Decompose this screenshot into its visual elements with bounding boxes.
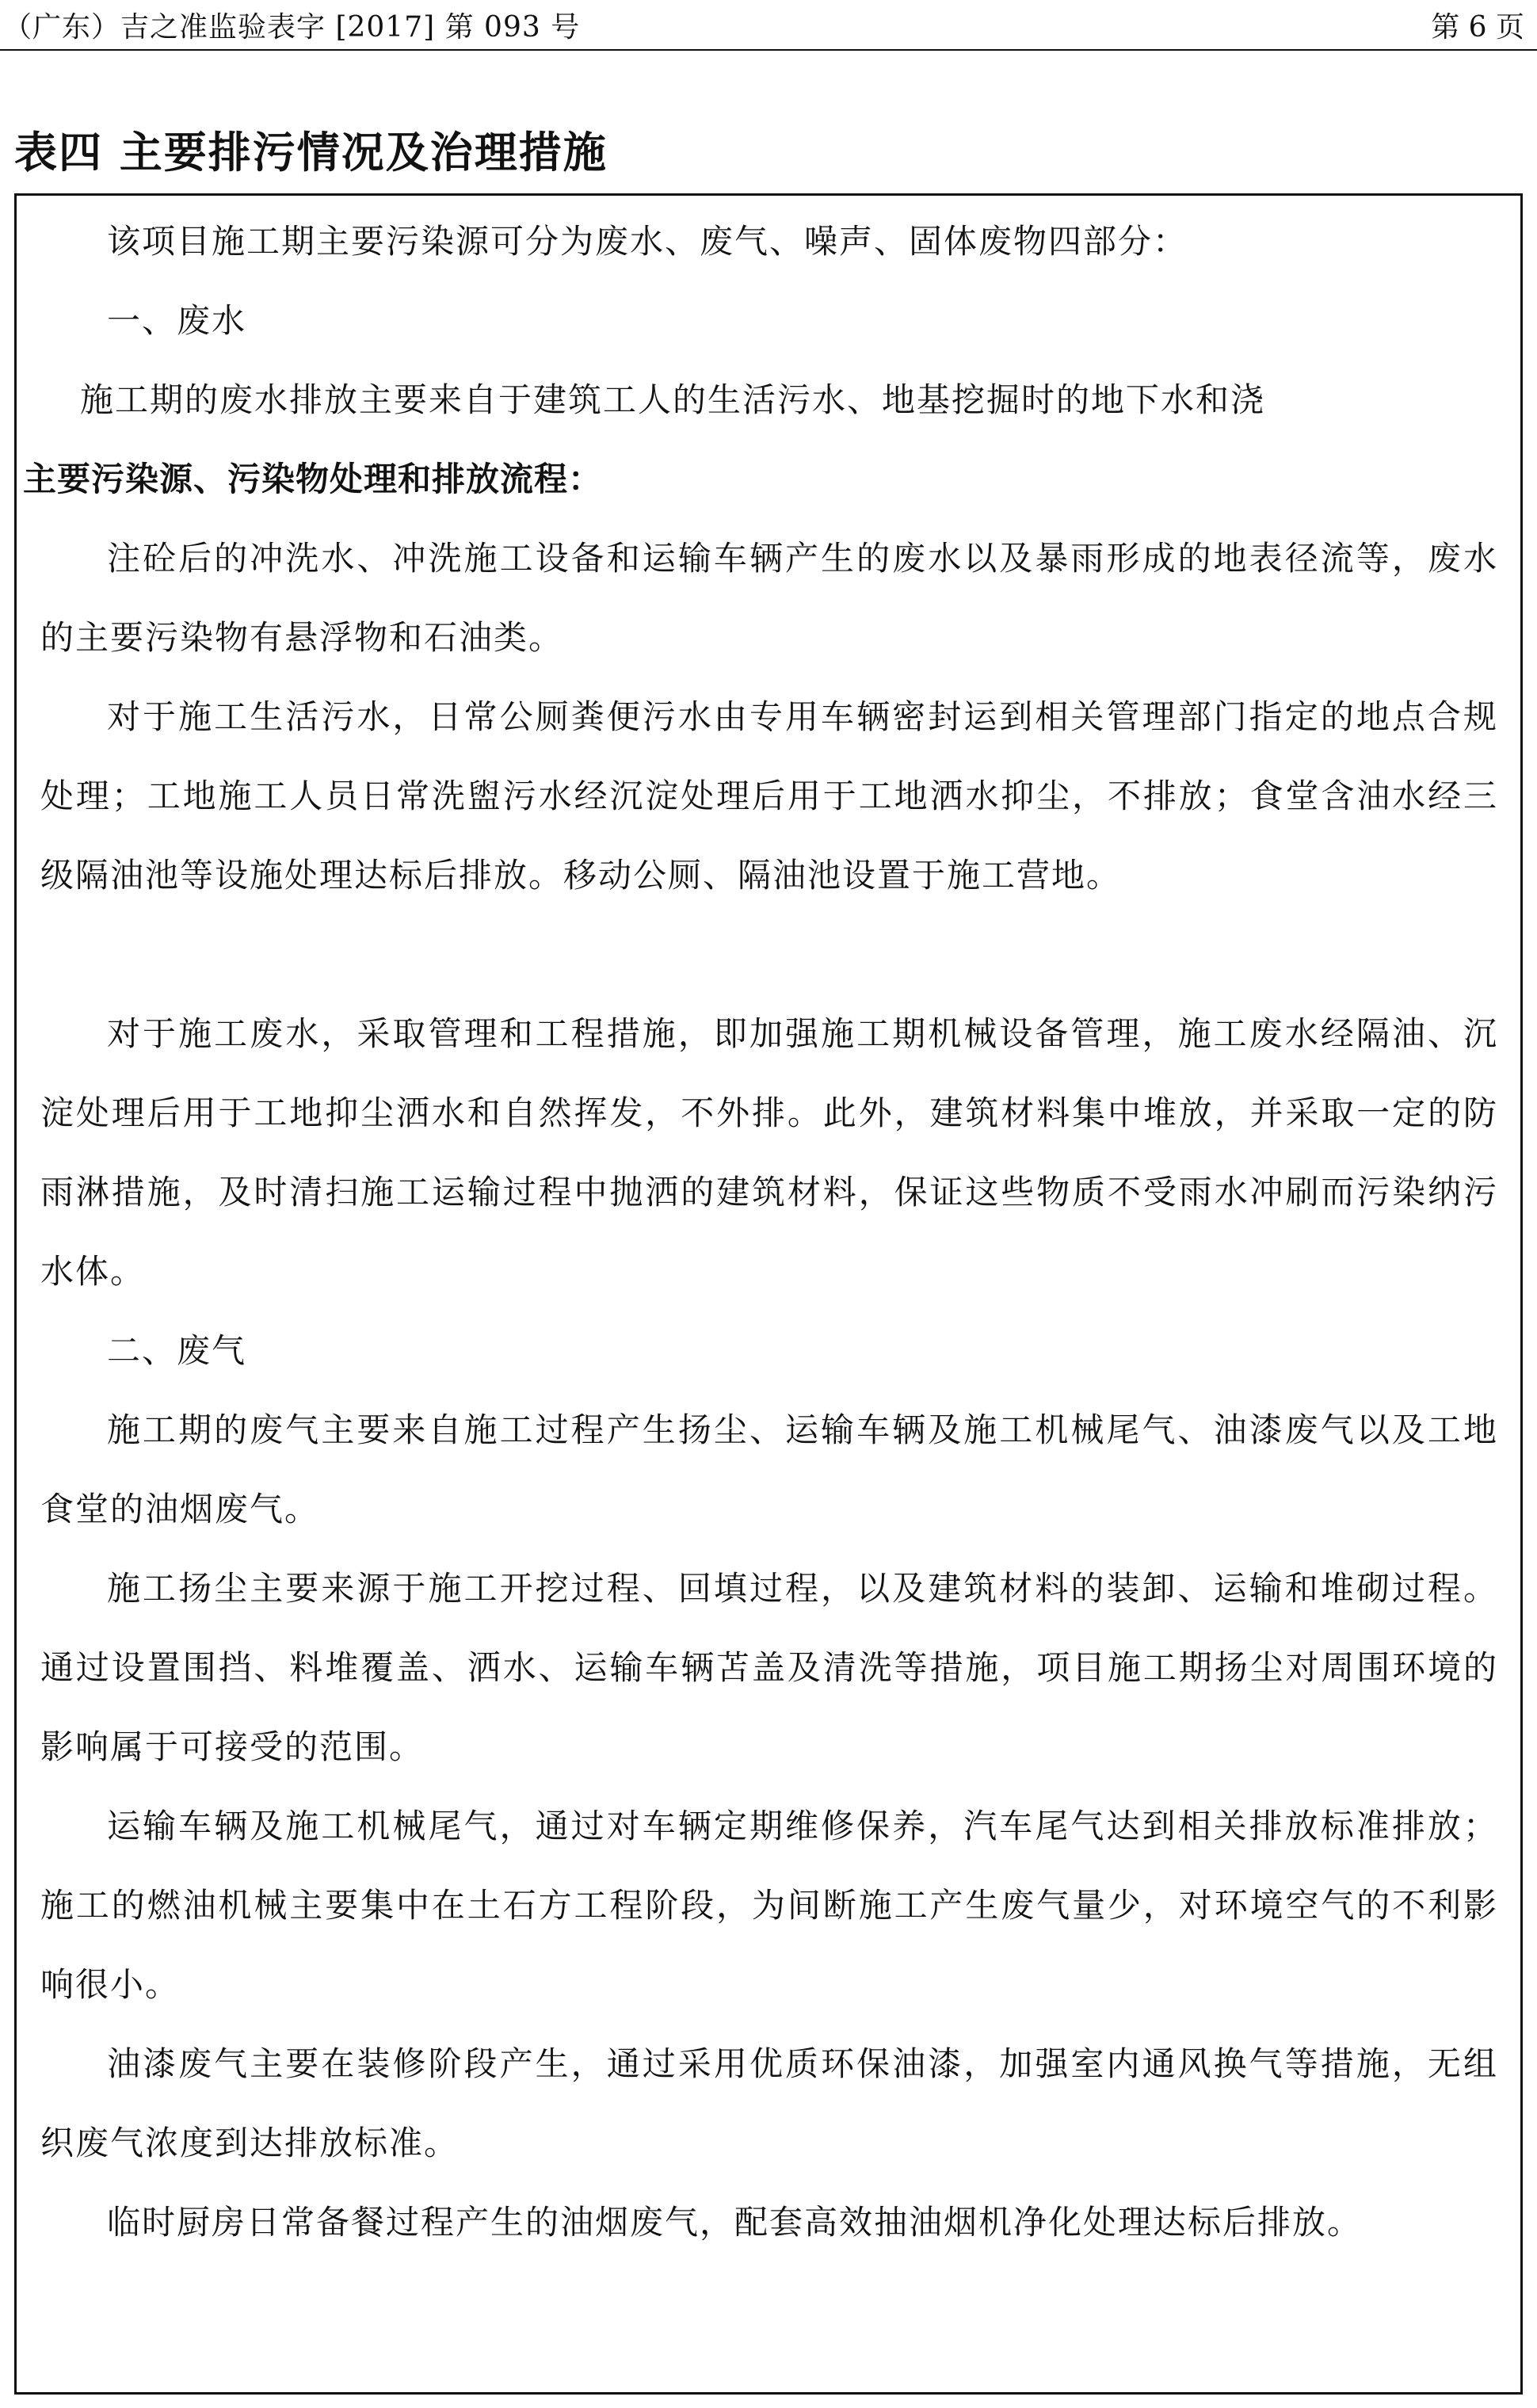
subheading-pollution-sources: 主要污染源、污染物处理和排放流程： bbox=[23, 460, 603, 498]
wastewater-paragraph-2: 对于施工生活污水，日常公厕粪便污水由专用车辆密封运到相关管理部门指定的地点合规处理；工地施工人员日常洗盥污水经沉淀处理后用于工地洒水抑尘，不排放；食堂含油水经三级隔油池等设施处理达标后排放。移动公厕、隔油池设置于施工营地。 bbox=[40, 697, 1498, 895]
exhaust-paragraph-5: 临时厨房日常备餐过程产生的油烟废气，配套高效抽油烟机净化处理达标后排放。 bbox=[107, 2203, 1363, 2242]
exhaust-paragraph-2: 施工扬尘主要来源于施工开挖过程、回填过程，以及建筑材料的装卸、运输和堆砌过程。通过设置围挡、料堆覆盖、洒水、运输车辆苫盖及清洗等措施，项目施工期扬尘对周围环境的影响属于可接受的范围。 bbox=[40, 1569, 1498, 1766]
exhaust-paragraph-4: 油漆废气主要在装修阶段产生，通过采用优质环保油漆，加强室内通风换气等措施，无组织废气浓度到达排放标准。 bbox=[40, 2044, 1498, 2162]
wastewater-heading: 一、废水 bbox=[107, 301, 247, 340]
content-box bbox=[14, 193, 1523, 2395]
document-number: （广东）吉之准监验表字 [2017] 第 093 号 bbox=[3, 11, 581, 44]
exhaust-paragraph-1: 施工期的废气主要来自施工过程产生扬尘、运输车辆及施工机械尾气、油漆废气以及工地食堂的油烟废气。 bbox=[40, 1410, 1498, 1528]
exhaust-paragraph-3: 运输车辆及施工机械尾气，通过对车辆定期维修保养，汽车尾气达到相关排放标准排放；施工的燃油机械主要集中在土石方工程阶段，为间断施工产生废气量少，对环境空气的不利影响很小。 bbox=[40, 1807, 1498, 2004]
page-header bbox=[0, 0, 1537, 51]
intro-paragraph: 该项目施工期主要污染源可分为废水、废气、噪声、固体废物四部分： bbox=[107, 222, 1188, 261]
exhaust-heading: 二、废气 bbox=[107, 1331, 247, 1370]
section-title: 表四 主要排污情况及治理措施 bbox=[14, 128, 608, 177]
wastewater-paragraph-1-line-1: 施工期的废水排放主要来自于建筑工人的生活污水、地基挖掘时的地下水和浇 bbox=[80, 380, 1266, 419]
wastewater-paragraph-3: 对于施工废水，采取管理和工程措施，即加强施工期机械设备管理，施工废水经隔油、沉淀处理后用于工地抑尘洒水和自然挥发，不外排。此外，建筑材料集中堆放，并采取一定的防雨淋措施，及时清扫施工运输过程中抛洒的建筑材料，保证这些物质不受雨水冲刷而污染纳污水体。 bbox=[40, 1014, 1498, 1291]
page-number: 第 6 页 bbox=[1431, 11, 1524, 44]
wastewater-paragraph-1-continued: 注砼后的冲洗水、冲洗施工设备和运输车辆产生的废水以及暴雨形成的地表径流等，废水的主要污染物有悬浮物和石油类。 bbox=[40, 539, 1498, 657]
